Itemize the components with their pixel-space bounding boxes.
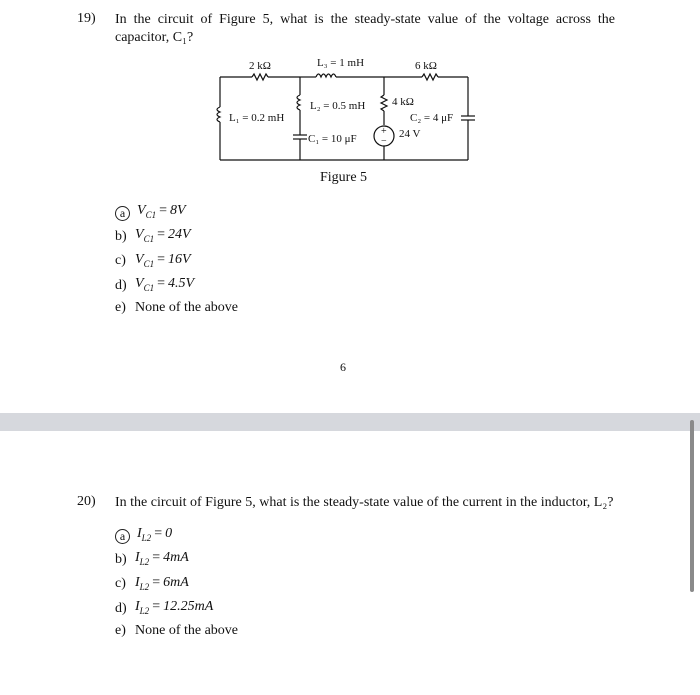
q19-option-d-formula: $V_{C1} = 4.5V$ (135, 275, 195, 293)
resistor-r1 (252, 74, 268, 80)
q19-option-b[interactable] (115, 225, 238, 249)
q20-option-a-formula: $I_{L2} = 0$ (137, 526, 173, 543)
q19-option-c-letter: c) (115, 253, 126, 269)
inductor-l2 (297, 95, 300, 110)
q19-option-c-formula: $V_{C1} = 16V$ (135, 251, 191, 269)
q20-option-e[interactable] (115, 621, 238, 642)
q20-option-e-letter: e) (115, 623, 126, 639)
question-20-number: 20) (77, 494, 96, 509)
scrollbar-thumb[interactable] (690, 420, 694, 592)
page-divider (0, 413, 700, 431)
label-l2: L₂ = 0.5 mH (310, 100, 366, 112)
q19-option-d[interactable] (115, 274, 238, 298)
question-19-options (115, 201, 238, 319)
q19-option-a[interactable] (115, 201, 238, 225)
q20-option-e-text: None of the above (135, 623, 239, 639)
q19-option-b-formula: $V_{C1} = 24V$ (135, 227, 191, 245)
source-plus-sign: + (381, 126, 387, 137)
q20-option-b[interactable] (115, 548, 238, 572)
question-19-text-line2: capacitor, C₁? (115, 30, 194, 45)
q20-option-a[interactable] (115, 524, 238, 548)
figure-caption: Figure 5 (320, 170, 368, 185)
q19-option-d-letter: d) (115, 277, 127, 293)
q20-option-d-formula: $I_{L2} = 12.25mA$ (135, 598, 214, 616)
q20-option-c-formula: $I_{L2} = 6mA$ (135, 574, 189, 592)
resistor-r2 (381, 95, 387, 111)
page-number: 6 (340, 360, 346, 374)
q20-option-b-letter: b) (115, 552, 127, 568)
label-c2: C₂ = 4 μF (410, 112, 454, 124)
q20-option-d[interactable] (115, 597, 238, 621)
q20-option-d-letter: d) (115, 600, 127, 616)
q19-option-c[interactable] (115, 250, 238, 274)
inductor-l3 (316, 74, 336, 77)
label-source: 24 V (399, 128, 421, 140)
question-19-number: 19) (77, 11, 96, 26)
question-19-text (115, 11, 615, 47)
q20-option-a-letter: a (115, 529, 130, 544)
q19-option-a-formula: $V_{C1} = 8V$ (137, 203, 186, 220)
circuit-diagram (200, 55, 500, 170)
label-c1: C₁ = 10 μF (308, 133, 357, 145)
q19-option-e[interactable] (115, 298, 238, 319)
label-r3: 6 kΩ (415, 60, 437, 72)
q19-option-e-text: None of the above (135, 300, 239, 316)
question-19-text-line1: In the circuit of Figure 5, what is the steady-state value of the voltage across the (115, 12, 615, 27)
q19-option-e-letter: e) (115, 300, 126, 316)
question-20-text: In the circuit of Figure 5, what is the steady-state value of the current in the inductor, L₂? (115, 495, 614, 510)
label-r1: 2 kΩ (249, 60, 271, 72)
q20-option-b-formula: $I_{L2} = 4mA$ (135, 550, 189, 568)
q19-option-a-letter: a (115, 206, 130, 221)
inductor-l1 (217, 107, 220, 122)
document-page-2 (0, 431, 700, 695)
label-l3: L₃ = 1 mH (317, 57, 365, 69)
source-minus-sign: − (381, 136, 387, 147)
question-20-options (115, 524, 238, 642)
resistor-r3 (422, 74, 438, 80)
q19-option-b-letter: b) (115, 229, 127, 245)
label-r2: 4 kΩ (392, 96, 414, 108)
q20-option-c[interactable] (115, 573, 238, 597)
q20-option-c-letter: c) (115, 576, 126, 592)
label-l1: L₁ = 0.2 mH (229, 112, 285, 124)
